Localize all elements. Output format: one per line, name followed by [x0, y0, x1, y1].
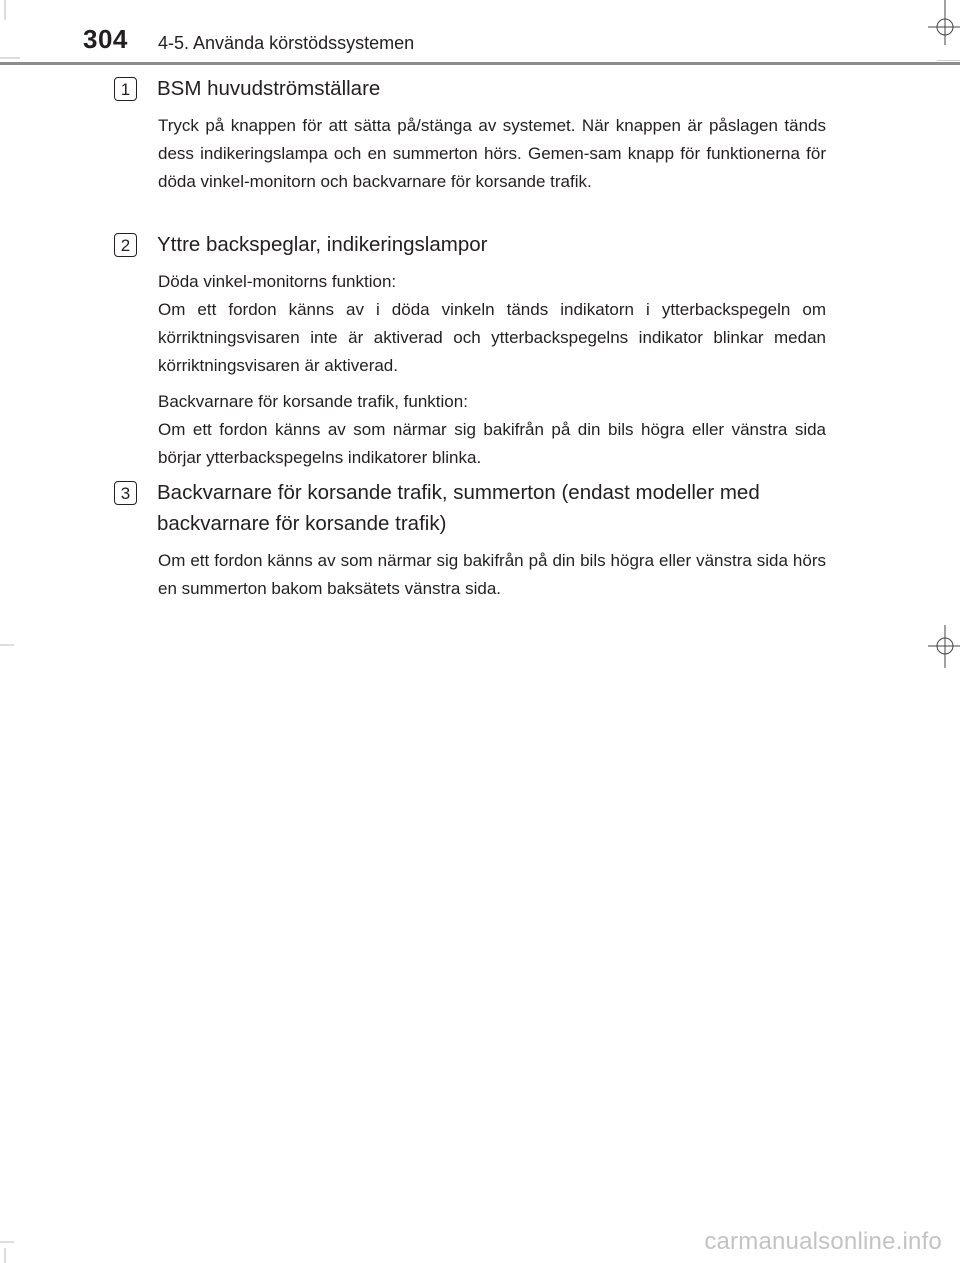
list-item-1 — [114, 77, 826, 196]
crop-mark-bottom-left — [0, 1230, 30, 1263]
header-rule — [0, 62, 960, 65]
item-number-badge: 2 — [114, 233, 137, 257]
list-item-3 — [114, 481, 826, 603]
item-title — [157, 477, 760, 539]
item-title-line-2: backvarnare för korsande trafik) — [157, 512, 447, 535]
block-heading: Döda vinkel-monitorns funktion: — [158, 272, 397, 291]
page-number: 304 — [83, 24, 128, 54]
block-text: Om ett fordon känns av i döda vinkeln tänds indikatorn i ytterbackspegeln om körriktningsvisaren inte är aktiverad och ytterbackspegelns indikator blinkar medan körriktningsvisaren är aktiverad. — [158, 300, 826, 375]
item-head — [114, 481, 826, 539]
item-number-badge: 3 — [114, 481, 137, 505]
item-head — [114, 233, 826, 260]
section-title: 4-5. Använda körstödssystemen — [158, 33, 415, 53]
item-title: BSM huvudströmställare — [157, 77, 381, 100]
header-rule-right — [937, 60, 960, 61]
crop-mark-middle-right — [925, 620, 960, 670]
crop-mark-top-right — [925, 0, 960, 50]
item-paragraph — [158, 268, 826, 380]
watermark: carmanualsonline.info — [704, 1228, 942, 1255]
item-title: Yttre backspeglar, indikeringslampor — [157, 233, 488, 256]
block-text: Om ett fordon känns av som närmar sig bakifrån på din bils högra eller vänstra sida börjar ytterbackspegelns indikatorer blinka. — [158, 420, 826, 467]
block-heading: Backvarnare för korsande trafik, funktion: — [158, 392, 468, 411]
crop-mark-top-left — [0, 0, 30, 70]
item-paragraph — [158, 388, 826, 472]
list-item-2 — [114, 233, 826, 472]
item-head — [114, 77, 826, 104]
item-number-badge: 1 — [114, 77, 137, 101]
item-paragraph: Om ett fordon känns av som närmar sig bakifrån på din bils högra eller vänstra sida hörs en summerton bakom baksätets vänstra sida. — [158, 551, 826, 598]
item-title-line-1: Backvarnare för korsande trafik, summerton (endast modeller med — [157, 481, 760, 504]
item-paragraph: Tryck på knappen för att sätta på/stänga av systemet. När knappen är påslagen tänds dess indikeringslampa och en summerton hörs. Gemen-sam knapp för funktionerna för döda vinkel-monitorn och backvarnare för korsande trafik. — [158, 116, 826, 191]
crop-mark-middle-left — [0, 625, 30, 655]
